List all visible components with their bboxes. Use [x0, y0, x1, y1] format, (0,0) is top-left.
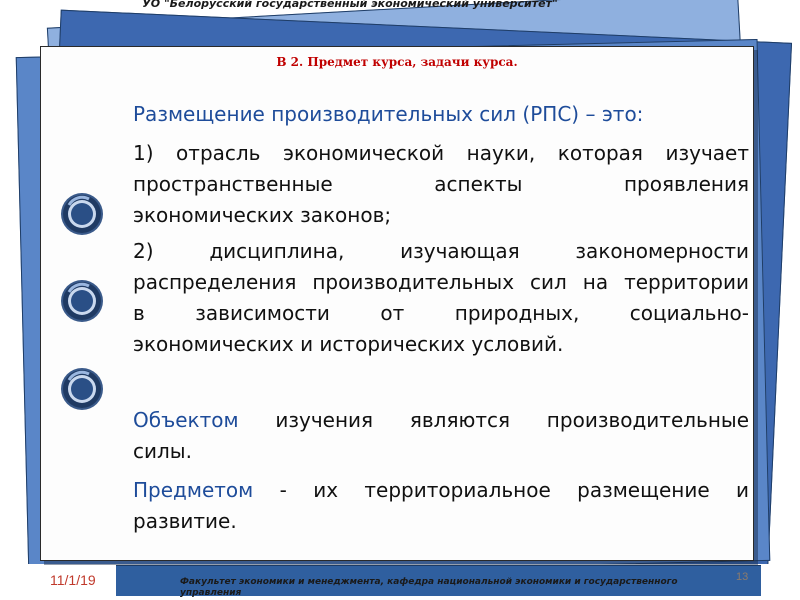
object-line-1: [133, 405, 749, 436]
definition-item-1-line: пространственные аспекты проявления: [133, 172, 749, 196]
institution-header: УО "Белорусский государственный экономический университет": [142, 0, 558, 10]
slide-title: В 2. Предмет курса, задачи курса.: [276, 55, 518, 69]
footer-note: Факультет экономики и менеджмента, кафедра национальной экономики и государственного управления: [180, 577, 678, 598]
object-paragraph: [133, 405, 749, 467]
definition-intro: Размещение производительных сил (РПС) – это:: [133, 102, 644, 126]
definition-item-1-line: экономических законов;: [133, 203, 392, 227]
definition-item-2-line: 2) дисциплина, изучающая закономерности: [133, 239, 749, 263]
ring-bullet-icon: [59, 366, 105, 412]
subject-text: - их территориальное размещение и: [279, 478, 749, 502]
subject-term: Предметом: [133, 478, 254, 502]
ring-bullet-icon: [59, 191, 105, 237]
subject-line-1: [133, 475, 749, 506]
definition-item-1: [133, 138, 749, 231]
definition-item-2-line: распределения производительных сил на территории: [133, 270, 749, 294]
definition-item-2: [133, 236, 749, 360]
page-number: 13: [736, 571, 749, 583]
object-term: Объектом: [133, 408, 239, 432]
definition-item-2-line: в зависимости от природных, социально-: [133, 301, 749, 325]
subject-paragraph: [133, 475, 749, 537]
slide-content-card: [40, 46, 754, 561]
object-line-2: силы.: [133, 439, 192, 463]
footer-date: 11/1/19: [50, 572, 96, 588]
definition-item-1-line: 1) отрасль экономической науки, которая изучает: [133, 141, 749, 165]
object-text: изучения являются производительные: [275, 408, 749, 432]
subject-line-2: развитие.: [133, 509, 237, 533]
definition-item-2-line: экономических и исторических условий.: [133, 332, 564, 356]
ring-bullet-icon: [59, 278, 105, 324]
